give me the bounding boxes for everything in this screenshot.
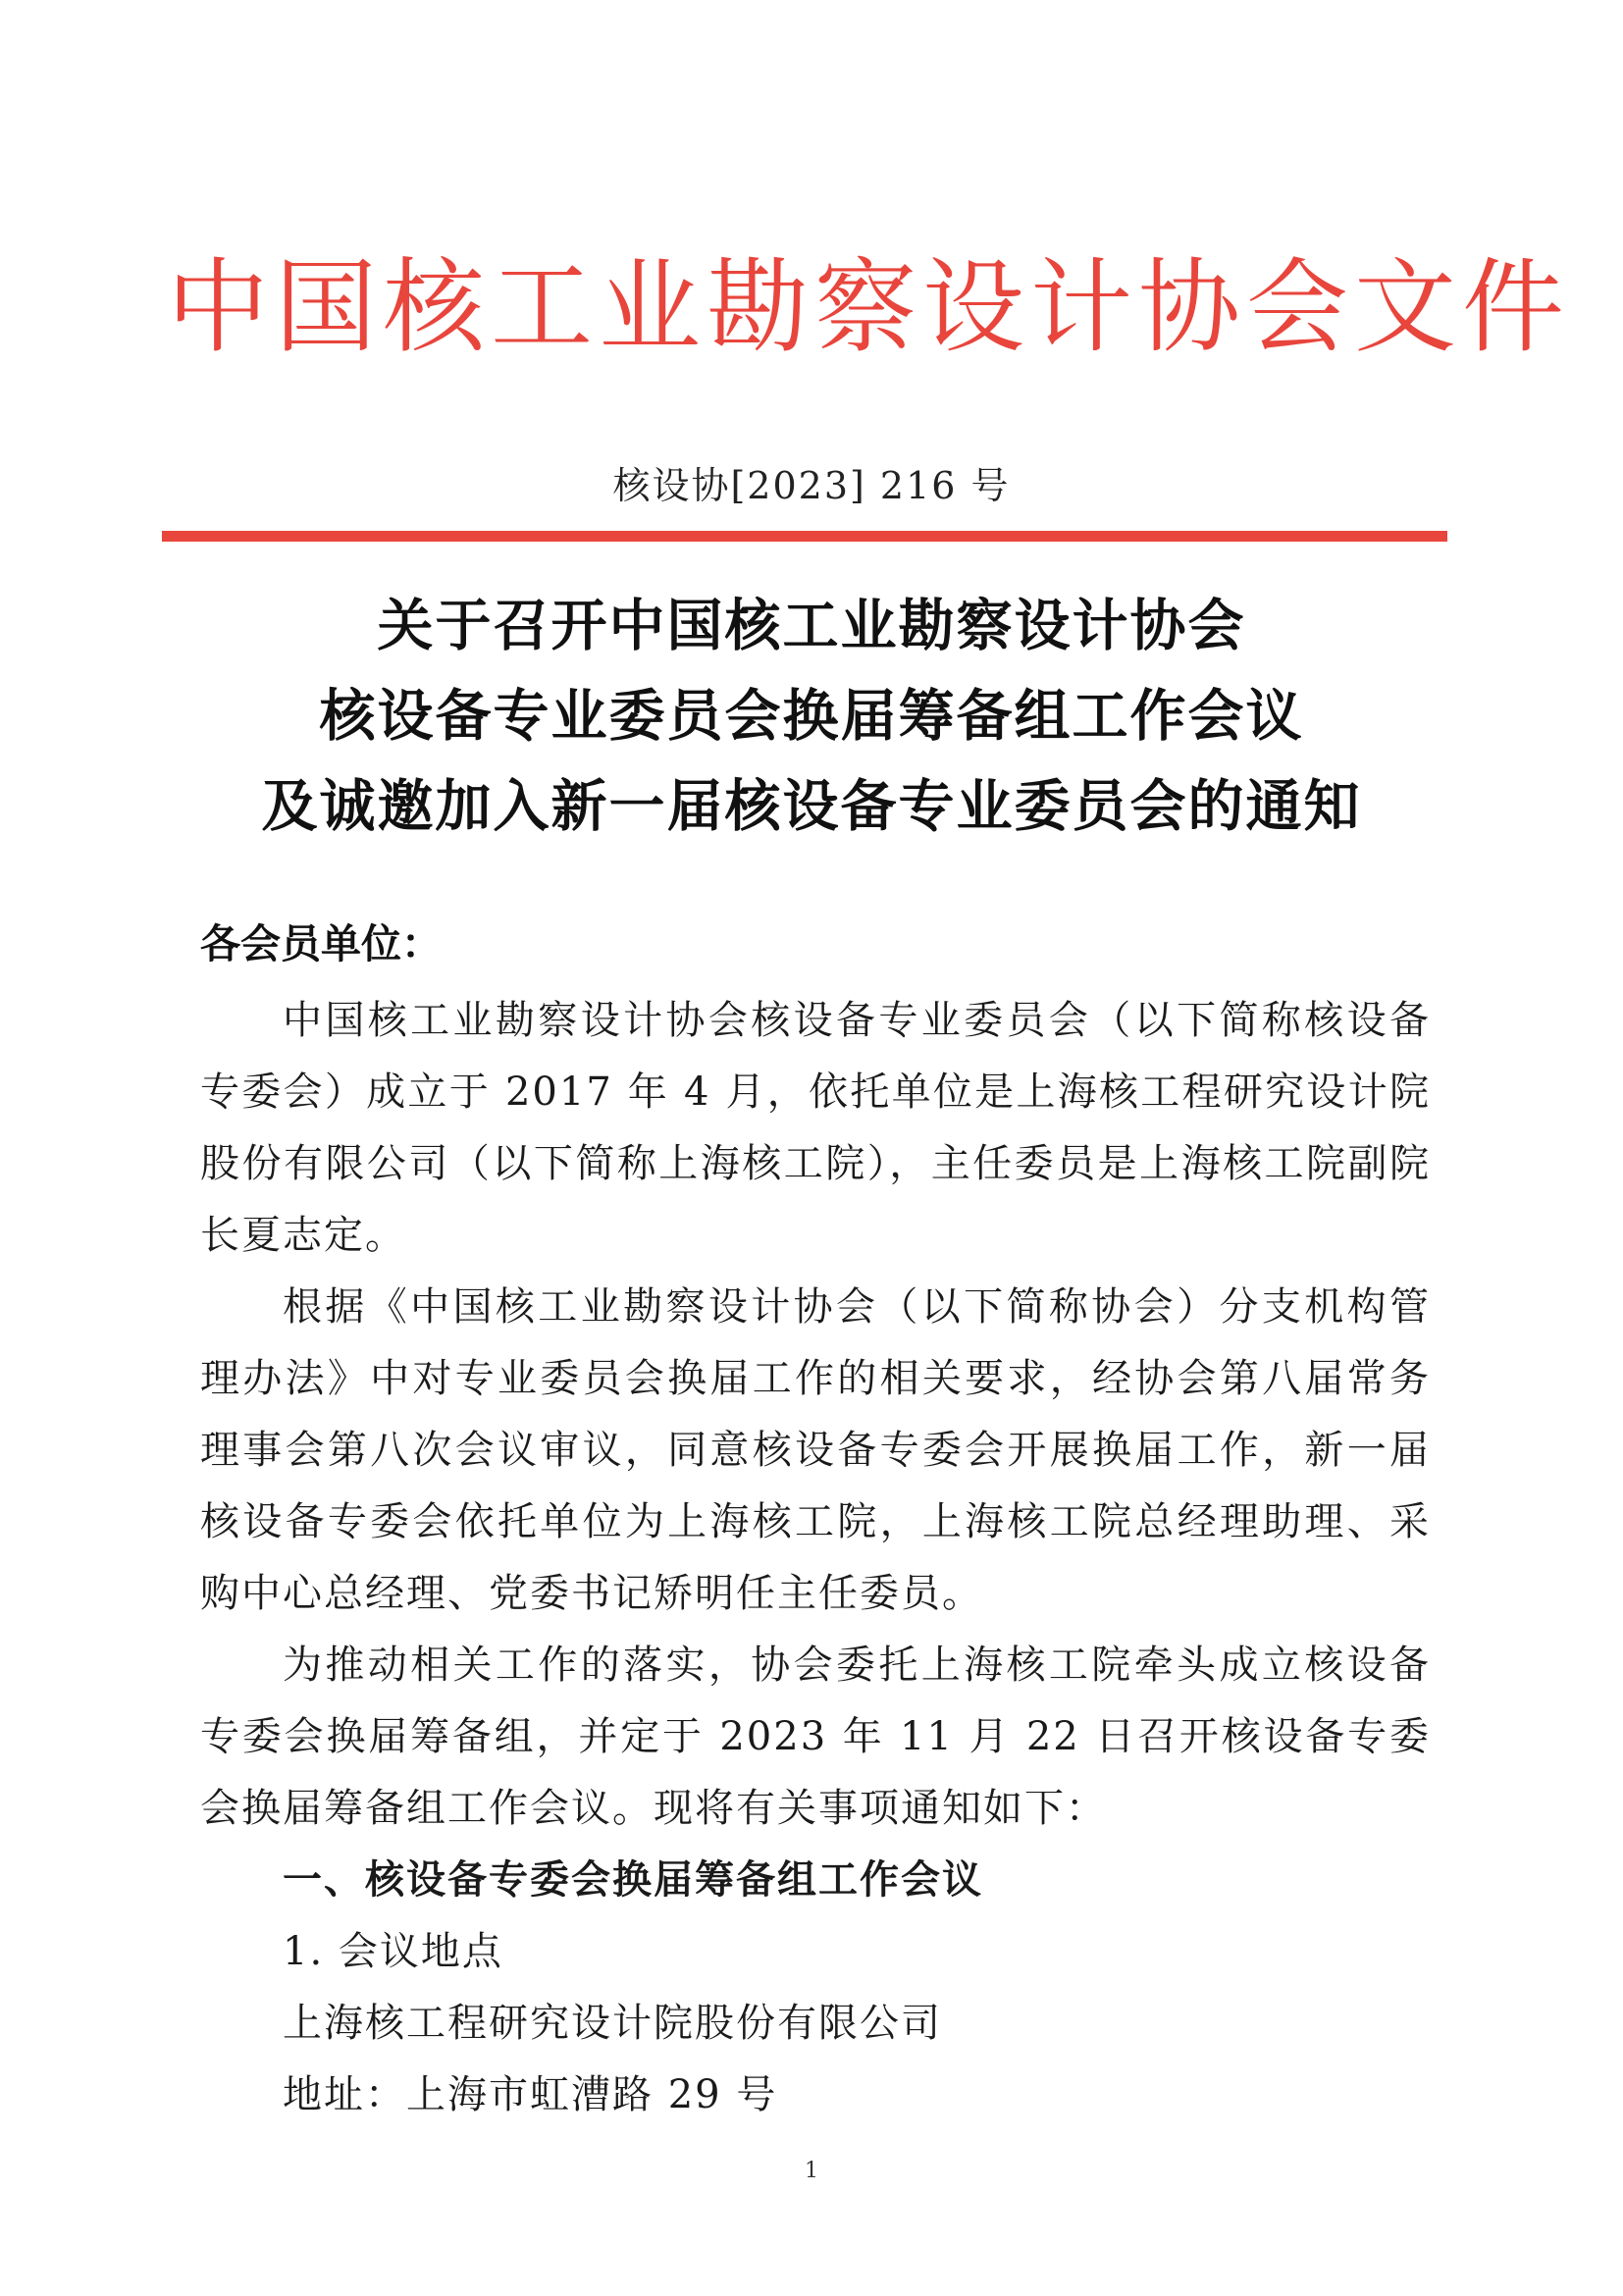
notice-body	[200, 985, 1431, 2131]
section-1-heading: 一、核设备专委会换届筹备组工作会议	[283, 1857, 983, 1903]
document-number: 核设协[2023] 216 号	[612, 464, 1011, 507]
meeting-venue: 上海核工程研究设计院股份有限公司	[283, 2001, 942, 2046]
page-number: 1	[805, 2159, 818, 2183]
title-line-1: 关于召开中国核工业勘察设计协会	[377, 594, 1246, 658]
paragraph-purpose: 为推动相关工作的落实，协会委托上海核工院牵头成立核设备专委会换届筹备组，并定于 2023 年 11 月 22 日召开核设备专委会换届筹备组工作会议。现将有关事项通知如下：	[200, 1643, 1431, 1831]
meeting-address: 地址：上海市虹漕路 29 号	[283, 2072, 778, 2117]
title-line-2: 核设备专业委员会换届筹备组工作会议	[319, 684, 1304, 749]
notice-title	[157, 581, 1466, 852]
masthead: 中国核工业勘察设计协会文件	[167, 247, 1571, 367]
salutation: 各会员单位：	[200, 920, 442, 967]
title-line-3: 及诚邀加入新一届核设备专业委员会的通知	[261, 774, 1362, 839]
item-1-label: 1. 会议地点	[283, 1929, 503, 1974]
paragraph-intro: 中国核工业勘察设计协会核设备专业委员会（以下简称核设备专委会）成立于 2017 年 4 月，依托单位是上海核工程研究设计院股份有限公司（以下简称上海核工院），主任委员是上海核工院副院长夏志定。	[200, 998, 1431, 1258]
red-divider-rule	[162, 531, 1447, 542]
paragraph-basis: 根据《中国核工业勘察设计协会（以下简称协会）分支机构管理办法》中对专业委员会换届工作的相关要求，经协会第八届常务理事会第八次会议审议，同意核设备专委会开展换届工作，新一届核设备专委会依托单位为上海核工院，上海核工院总经理助理、采购中心总经理、党委书记矫明任主任委员。	[200, 1284, 1431, 1616]
